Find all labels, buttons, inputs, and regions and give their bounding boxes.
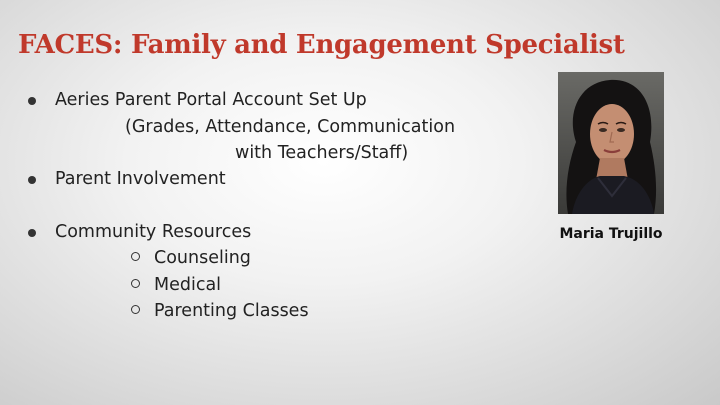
hollow-bullet-icon [131, 305, 140, 314]
portrait-photo [558, 72, 664, 214]
sub-item [131, 301, 309, 321]
bullet-dot-icon [28, 229, 36, 237]
photo-caption: Maria Trujillo [559, 226, 663, 242]
sub-item-text: Parenting Classes [154, 301, 309, 321]
bullet-dot-icon [28, 97, 36, 105]
sub-item-text: Counseling [154, 248, 251, 268]
bullet-text: Community Resources [55, 222, 252, 242]
bullet-continuation: (Grades, Attendance, Communication [125, 117, 456, 137]
sub-item [131, 248, 251, 268]
bullet-text: Parent Involvement [55, 169, 226, 189]
bullet-dot-icon [28, 176, 36, 184]
slide-title: FACES: Family and Engagement Specialist [18, 30, 625, 60]
hollow-bullet-icon [131, 279, 140, 288]
bullet-continuation: with Teachers/Staff) [235, 143, 409, 163]
sub-item-text: Medical [154, 275, 222, 295]
hollow-bullet-icon [131, 252, 140, 261]
sub-item [131, 275, 221, 295]
bullet-text: Aeries Parent Portal Account Set Up [55, 90, 367, 110]
portrait-icon [558, 72, 664, 214]
